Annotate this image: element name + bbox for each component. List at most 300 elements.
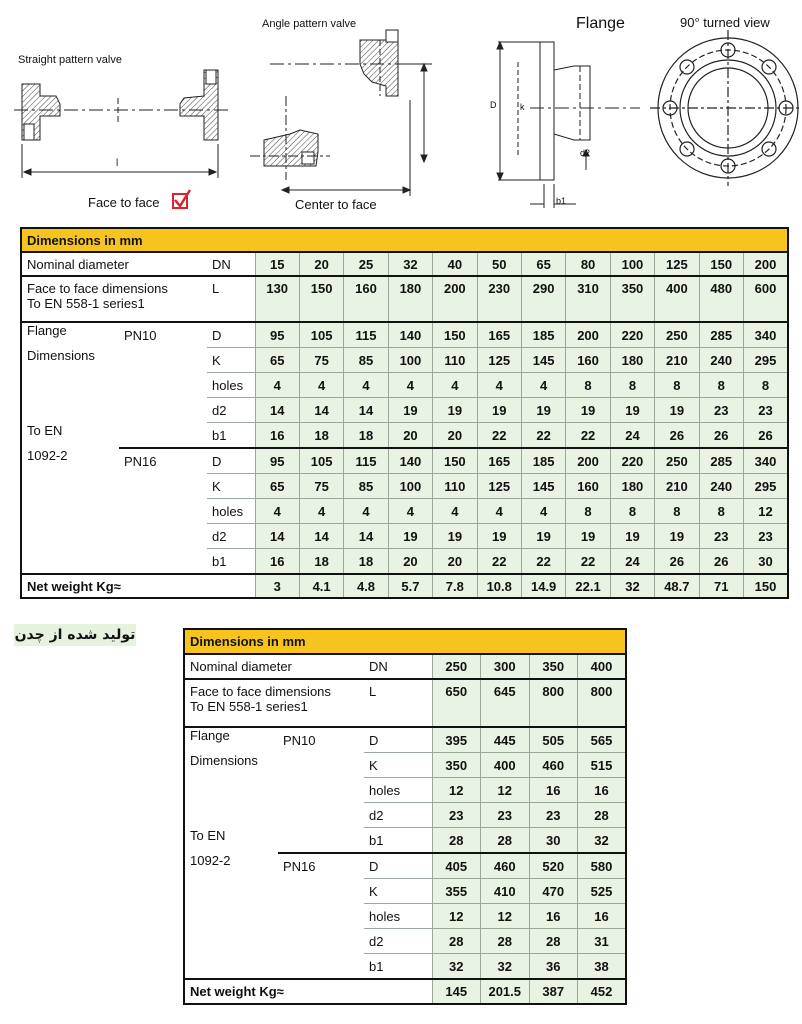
group-label-cell xyxy=(184,803,278,828)
value-cell: 250 xyxy=(655,322,699,348)
pn10-label: PN10 xyxy=(278,727,364,753)
nominal-diameter-row xyxy=(21,252,788,276)
pn16-d2-row xyxy=(21,524,788,549)
value-cell: 460 xyxy=(529,753,578,778)
pn-label-cell xyxy=(119,474,207,499)
value-cell: 340 xyxy=(743,448,788,474)
ftf-cell: 160 xyxy=(344,276,388,322)
value-cell: 400 xyxy=(481,753,530,778)
value-cell: 16 xyxy=(578,904,627,929)
center-to-face-label: Center to face xyxy=(295,197,377,212)
value-cell: 8 xyxy=(610,499,654,524)
pn10-d-row xyxy=(21,322,788,348)
value-cell: 26 xyxy=(699,423,743,449)
value-cell: 295 xyxy=(743,474,788,499)
ftf-cell: 645 xyxy=(481,679,530,727)
pn16-k-row xyxy=(21,474,788,499)
value-cell: 8 xyxy=(699,499,743,524)
value-cell: 16 xyxy=(529,904,578,929)
table-header xyxy=(21,228,788,252)
angle-valve-label: Angle pattern valve xyxy=(262,18,357,30)
value-cell: 19 xyxy=(566,524,610,549)
value-cell: 200 xyxy=(566,448,610,474)
value-cell: 28 xyxy=(432,929,481,954)
value-cell: 460 xyxy=(481,853,530,879)
value-cell: 19 xyxy=(655,398,699,423)
value-cell: 4 xyxy=(388,373,432,398)
face-to-face-line1: Face to face dimensions xyxy=(27,281,168,296)
symbol-cell: K xyxy=(207,348,255,373)
value-cell: 23 xyxy=(743,398,788,423)
value-cell: 16 xyxy=(529,778,578,803)
value-cell: 28 xyxy=(481,929,530,954)
flange-dimensions-label: Flange xyxy=(184,727,278,753)
value-cell: 4 xyxy=(477,373,521,398)
dn-cell: 300 xyxy=(481,654,530,679)
value-cell: 26 xyxy=(655,423,699,449)
technical-drawings xyxy=(0,0,802,220)
face-to-face-row xyxy=(184,679,626,727)
face-to-face-line2: To EN 558-1 series1 xyxy=(27,296,145,311)
value-cell: 22 xyxy=(521,423,565,449)
flange-dimensions-label-2: Dimensions xyxy=(21,348,119,373)
table-header xyxy=(184,629,626,654)
value-cell: 115 xyxy=(344,448,388,474)
ftf-cell: 150 xyxy=(299,276,343,322)
value-cell: 18 xyxy=(344,423,388,449)
to-en-label: To EN xyxy=(184,828,278,854)
value-cell: 18 xyxy=(299,423,343,449)
value-cell: 110 xyxy=(433,474,477,499)
value-cell: 65 xyxy=(255,348,299,373)
value-cell: 12 xyxy=(481,778,530,803)
ftf-cell: 800 xyxy=(529,679,578,727)
pn16-b1-row xyxy=(184,954,626,980)
value-cell: 32 xyxy=(432,954,481,980)
value-cell: 24 xyxy=(610,423,654,449)
symbol-cell: b1 xyxy=(364,828,432,854)
symbol-cell: D xyxy=(207,322,255,348)
nominal-diameter-label: Nominal diameter xyxy=(21,252,207,276)
ftf-cell: 650 xyxy=(432,679,481,727)
weight-cell: 4.8 xyxy=(344,574,388,598)
pn-label-cell xyxy=(278,753,364,778)
pn16-holes-row xyxy=(21,499,788,524)
value-cell: 185 xyxy=(521,448,565,474)
pn16-holes-row xyxy=(184,904,626,929)
pn10-k-row xyxy=(21,348,788,373)
value-cell: 520 xyxy=(529,853,578,879)
value-cell: 4 xyxy=(299,373,343,398)
value-cell: 22 xyxy=(477,549,521,575)
value-cell: 220 xyxy=(610,322,654,348)
dn-cell: 32 xyxy=(388,252,432,276)
value-cell: 14 xyxy=(344,524,388,549)
value-cell: 14 xyxy=(255,398,299,423)
pn10-b1-row xyxy=(21,423,788,449)
value-cell: 85 xyxy=(344,348,388,373)
symbol-cell: holes xyxy=(364,778,432,803)
dn-cell: 250 xyxy=(432,654,481,679)
symbol-cell: d2 xyxy=(207,524,255,549)
pn-label-cell xyxy=(278,778,364,803)
group-label-cell xyxy=(184,904,278,929)
pn-label-cell xyxy=(119,373,207,398)
value-cell: 18 xyxy=(299,549,343,575)
nominal-diameter-row xyxy=(184,654,626,679)
value-cell: 19 xyxy=(477,524,521,549)
value-cell: 580 xyxy=(578,853,627,879)
value-cell: 565 xyxy=(578,727,627,753)
pn-label-cell xyxy=(119,348,207,373)
symbol-cell: d2 xyxy=(364,929,432,954)
symbol-cell: D xyxy=(364,853,432,879)
ftf-cell: 400 xyxy=(655,276,699,322)
value-cell: 20 xyxy=(433,549,477,575)
group-label-cell xyxy=(184,879,278,904)
value-cell: 4 xyxy=(255,373,299,398)
value-cell: 445 xyxy=(481,727,530,753)
value-cell: 95 xyxy=(255,448,299,474)
value-cell: 20 xyxy=(388,423,432,449)
value-cell: 26 xyxy=(743,423,788,449)
group-label-cell xyxy=(184,778,278,803)
symbol-cell: D xyxy=(207,448,255,474)
pn10-k-row xyxy=(184,753,626,778)
pn16-d-row xyxy=(184,853,626,879)
dn-cell: 50 xyxy=(477,252,521,276)
value-cell: 24 xyxy=(610,549,654,575)
face-to-face-symbol: L xyxy=(364,679,432,727)
value-cell: 19 xyxy=(566,398,610,423)
weight-cell: 145 xyxy=(432,979,481,1004)
pn-label-cell xyxy=(119,423,207,449)
dn-cell: 25 xyxy=(344,252,388,276)
ftf-cell: 800 xyxy=(578,679,627,727)
group-label-cell xyxy=(21,398,119,423)
dim-d2-label: d2 xyxy=(580,148,591,158)
flange-dimensions-label-2: Dimensions xyxy=(184,753,278,778)
value-cell: 19 xyxy=(388,398,432,423)
straight-valve-label: Straight pattern valve xyxy=(18,54,122,66)
value-cell: 4 xyxy=(388,499,432,524)
value-cell: 14 xyxy=(299,398,343,423)
weight-cell: 10.8 xyxy=(477,574,521,598)
pn-label-cell xyxy=(119,549,207,575)
value-cell: 14 xyxy=(344,398,388,423)
value-cell: 100 xyxy=(388,348,432,373)
pn16-label: PN16 xyxy=(119,448,207,474)
pn-label-cell xyxy=(119,398,207,423)
flange-section-drawing xyxy=(497,42,640,208)
dn-cell: 200 xyxy=(743,252,788,276)
value-cell: 4 xyxy=(521,373,565,398)
pn10-d2-row xyxy=(21,398,788,423)
pn-label-cell xyxy=(278,803,364,828)
value-cell: 19 xyxy=(521,524,565,549)
value-cell: 150 xyxy=(433,448,477,474)
value-cell: 75 xyxy=(299,474,343,499)
table-title: Dimensions in mm xyxy=(184,629,626,654)
symbol-cell: D xyxy=(364,727,432,753)
value-cell: 8 xyxy=(610,373,654,398)
value-cell: 20 xyxy=(433,423,477,449)
dn-cell: 40 xyxy=(433,252,477,276)
value-cell: 145 xyxy=(521,348,565,373)
value-cell: 28 xyxy=(529,929,578,954)
nominal-diameter-symbol: DN xyxy=(207,252,255,276)
dn-cell: 15 xyxy=(255,252,299,276)
value-cell: 18 xyxy=(344,549,388,575)
straight-valve-drawing xyxy=(14,70,230,178)
value-cell: 350 xyxy=(432,753,481,778)
persian-cast-iron-note: تولید شده از چدن xyxy=(14,624,136,646)
value-cell: 19 xyxy=(388,524,432,549)
face-to-face-label xyxy=(21,276,207,322)
pn10-holes-row xyxy=(184,778,626,803)
symbol-cell: K xyxy=(364,753,432,778)
value-cell: 32 xyxy=(481,954,530,980)
svg-text:l: l xyxy=(116,158,119,169)
pn16-label: PN16 xyxy=(278,853,364,879)
pn16-k-row xyxy=(184,879,626,904)
symbol-cell: b1 xyxy=(207,423,255,449)
pn-label-cell xyxy=(278,954,364,980)
value-cell: 23 xyxy=(699,524,743,549)
flange-label: Flange xyxy=(576,15,625,32)
value-cell: 36 xyxy=(529,954,578,980)
group-label-cell xyxy=(184,954,278,980)
value-cell: 65 xyxy=(255,474,299,499)
value-cell: 8 xyxy=(566,373,610,398)
value-cell: 110 xyxy=(433,348,477,373)
group-label-cell xyxy=(21,373,119,398)
nominal-diameter-symbol: DN xyxy=(364,654,432,679)
symbol-cell: K xyxy=(364,879,432,904)
weight-cell: 22.1 xyxy=(566,574,610,598)
value-cell: 4 xyxy=(344,499,388,524)
pn-label-cell xyxy=(278,828,364,854)
value-cell: 12 xyxy=(432,778,481,803)
pn10-d2-row xyxy=(184,803,626,828)
value-cell: 16 xyxy=(578,778,627,803)
pn10-d-row xyxy=(184,727,626,753)
pn-label-cell xyxy=(119,524,207,549)
pn16-d-row xyxy=(21,448,788,474)
value-cell: 31 xyxy=(578,929,627,954)
value-cell: 19 xyxy=(521,398,565,423)
to-en-label-2: 1092-2 xyxy=(184,853,278,879)
weight-cell: 387 xyxy=(529,979,578,1004)
net-weight-row xyxy=(184,979,626,1004)
value-cell: 525 xyxy=(578,879,627,904)
to-en-label-2: 1092-2 xyxy=(21,448,119,474)
dn-cell: 65 xyxy=(521,252,565,276)
value-cell: 16 xyxy=(255,549,299,575)
weight-cell: 201.5 xyxy=(481,979,530,1004)
value-cell: 125 xyxy=(477,348,521,373)
value-cell: 140 xyxy=(388,448,432,474)
value-cell: 28 xyxy=(481,828,530,854)
weight-cell: 71 xyxy=(699,574,743,598)
value-cell: 250 xyxy=(655,448,699,474)
ftf-cell: 180 xyxy=(388,276,432,322)
weight-cell: 5.7 xyxy=(388,574,432,598)
value-cell: 22 xyxy=(566,423,610,449)
value-cell: 240 xyxy=(699,348,743,373)
value-cell: 23 xyxy=(432,803,481,828)
value-cell: 4 xyxy=(255,499,299,524)
weight-cell: 14.9 xyxy=(521,574,565,598)
value-cell: 23 xyxy=(743,524,788,549)
value-cell: 32 xyxy=(578,828,627,854)
value-cell: 26 xyxy=(655,549,699,575)
table-title: Dimensions in mm xyxy=(21,228,788,252)
face-to-face-symbol: L xyxy=(207,276,255,322)
dim-b1-label: b1 xyxy=(556,196,567,206)
value-cell: 285 xyxy=(699,322,743,348)
dn-cell: 150 xyxy=(699,252,743,276)
value-cell: 240 xyxy=(699,474,743,499)
value-cell: 23 xyxy=(699,398,743,423)
value-cell: 515 xyxy=(578,753,627,778)
value-cell: 30 xyxy=(743,549,788,575)
value-cell: 4 xyxy=(521,499,565,524)
value-cell: 8 xyxy=(566,499,610,524)
group-label-cell xyxy=(21,549,119,575)
symbol-cell: holes xyxy=(364,904,432,929)
symbol-cell: holes xyxy=(207,373,255,398)
value-cell: 160 xyxy=(566,474,610,499)
pn-label-cell xyxy=(119,499,207,524)
value-cell: 200 xyxy=(566,322,610,348)
weight-cell: 4.1 xyxy=(299,574,343,598)
value-cell: 505 xyxy=(529,727,578,753)
value-cell: 14 xyxy=(255,524,299,549)
weight-cell: 32 xyxy=(610,574,654,598)
weight-cell: 7.8 xyxy=(433,574,477,598)
ftf-cell: 480 xyxy=(699,276,743,322)
symbol-cell: b1 xyxy=(364,954,432,980)
weight-cell: 150 xyxy=(743,574,788,598)
group-label-cell xyxy=(184,929,278,954)
value-cell: 405 xyxy=(432,853,481,879)
face-to-face-line2: To EN 558-1 series1 xyxy=(190,699,308,714)
value-cell: 22 xyxy=(521,549,565,575)
value-cell: 410 xyxy=(481,879,530,904)
value-cell: 285 xyxy=(699,448,743,474)
pn16-b1-row xyxy=(21,549,788,575)
value-cell: 22 xyxy=(477,423,521,449)
value-cell: 16 xyxy=(255,423,299,449)
value-cell: 180 xyxy=(610,474,654,499)
value-cell: 160 xyxy=(566,348,610,373)
symbol-cell: b1 xyxy=(207,549,255,575)
face-to-face-row xyxy=(21,276,788,322)
pn16-d2-row xyxy=(184,929,626,954)
pn-label-cell xyxy=(278,929,364,954)
dn-cell: 20 xyxy=(299,252,343,276)
dn-cell: 125 xyxy=(655,252,699,276)
value-cell: 100 xyxy=(388,474,432,499)
value-cell: 295 xyxy=(743,348,788,373)
dn-cell: 400 xyxy=(578,654,627,679)
value-cell: 470 xyxy=(529,879,578,904)
value-cell: 19 xyxy=(477,398,521,423)
value-cell: 28 xyxy=(578,803,627,828)
pn10-holes-row xyxy=(21,373,788,398)
value-cell: 4 xyxy=(344,373,388,398)
value-cell: 125 xyxy=(477,474,521,499)
value-cell: 4 xyxy=(433,499,477,524)
value-cell: 19 xyxy=(433,398,477,423)
value-cell: 4 xyxy=(433,373,477,398)
dim-k-label: k xyxy=(520,102,525,112)
flange-dimensions-label: Flange xyxy=(21,322,119,348)
weight-cell: 452 xyxy=(578,979,627,1004)
weight-cell: 3 xyxy=(255,574,299,598)
pn-label-cell xyxy=(278,879,364,904)
weight-cell: 48.7 xyxy=(655,574,699,598)
value-cell: 95 xyxy=(255,322,299,348)
value-cell: 38 xyxy=(578,954,627,980)
pn10-b1-row xyxy=(184,828,626,854)
value-cell: 140 xyxy=(388,322,432,348)
value-cell: 8 xyxy=(655,499,699,524)
value-cell: 23 xyxy=(529,803,578,828)
value-cell: 105 xyxy=(299,322,343,348)
value-cell: 75 xyxy=(299,348,343,373)
value-cell: 22 xyxy=(566,549,610,575)
value-cell: 4 xyxy=(299,499,343,524)
face-to-face-label: Face to face xyxy=(88,195,160,210)
net-weight-row xyxy=(21,574,788,598)
value-cell: 165 xyxy=(477,322,521,348)
ftf-cell: 310 xyxy=(566,276,610,322)
value-cell: 20 xyxy=(388,549,432,575)
value-cell: 8 xyxy=(655,373,699,398)
value-cell: 28 xyxy=(432,828,481,854)
dn-cell: 80 xyxy=(566,252,610,276)
value-cell: 30 xyxy=(529,828,578,854)
ftf-cell: 230 xyxy=(477,276,521,322)
value-cell: 4 xyxy=(477,499,521,524)
value-cell: 105 xyxy=(299,448,343,474)
symbol-cell: K xyxy=(207,474,255,499)
value-cell: 19 xyxy=(433,524,477,549)
pn10-label: PN10 xyxy=(119,322,207,348)
value-cell: 8 xyxy=(743,373,788,398)
value-cell: 8 xyxy=(699,373,743,398)
value-cell: 185 xyxy=(521,322,565,348)
ftf-cell: 600 xyxy=(743,276,788,322)
group-label-cell xyxy=(21,499,119,524)
turned-view-label: 90° turned view xyxy=(680,15,770,30)
pn-label-cell xyxy=(278,904,364,929)
dimensions-table-small xyxy=(20,227,789,599)
value-cell: 26 xyxy=(699,549,743,575)
face-to-face-label xyxy=(184,679,364,727)
ftf-cell: 200 xyxy=(433,276,477,322)
dn-cell: 100 xyxy=(610,252,654,276)
flange-turned-view-drawing xyxy=(650,30,800,186)
value-cell: 85 xyxy=(344,474,388,499)
ftf-cell: 350 xyxy=(610,276,654,322)
dimensions-table-large xyxy=(183,628,627,1005)
value-cell: 340 xyxy=(743,322,788,348)
dn-cell: 350 xyxy=(529,654,578,679)
net-weight-label: Net weight Kg≈ xyxy=(21,574,255,598)
